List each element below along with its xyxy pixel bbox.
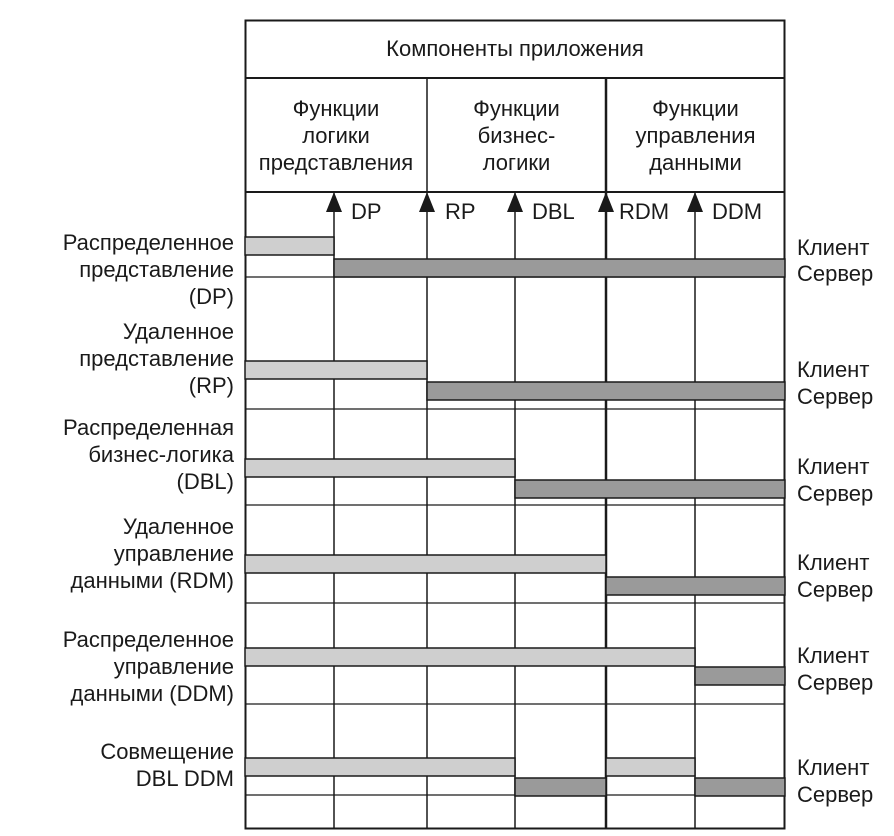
client-label: Клиент bbox=[797, 550, 870, 575]
client-label: Клиент bbox=[797, 643, 870, 668]
server-label: Сервер bbox=[797, 261, 874, 286]
row-label-line: Распределенная bbox=[63, 415, 234, 440]
column-header-line: представления bbox=[258, 150, 414, 175]
row-label-line: данными (DDM) bbox=[70, 681, 234, 706]
client-bar bbox=[245, 361, 427, 379]
row-label-line: Распределенное bbox=[62, 230, 234, 255]
row-label-line: Удаленное bbox=[122, 514, 234, 539]
row-label-combined bbox=[100, 738, 234, 792]
column-header-line: Функции bbox=[473, 96, 560, 121]
row-label-line: Совмещение bbox=[100, 739, 234, 764]
client-bar bbox=[245, 648, 695, 666]
marker-rdm: RDM bbox=[619, 199, 670, 224]
client-bar bbox=[606, 758, 695, 776]
client-label: Клиент bbox=[797, 454, 870, 479]
server-bar bbox=[606, 577, 785, 595]
row-label-line: Удаленное bbox=[122, 319, 234, 344]
row-label-line: представление bbox=[79, 257, 234, 282]
marker-dbl: DBL bbox=[532, 199, 575, 224]
column-header-line: управления bbox=[635, 123, 756, 148]
up-arrow-icon bbox=[687, 192, 703, 212]
server-label: Сервер bbox=[797, 670, 874, 695]
server-label: Сервер bbox=[797, 481, 874, 506]
client-label: Клиент bbox=[797, 755, 870, 780]
row-label-line: бизнес-логика bbox=[88, 442, 234, 467]
client-label: Клиент bbox=[797, 357, 870, 382]
row-label-line: представление bbox=[79, 346, 234, 371]
column-header-line: бизнес- bbox=[477, 123, 556, 148]
row-label-line: данными (RDM) bbox=[70, 568, 234, 593]
up-arrow-icon bbox=[507, 192, 523, 212]
row-label-line: управление bbox=[113, 654, 234, 679]
column-header-line: Функции bbox=[292, 96, 380, 121]
up-arrow-icon bbox=[326, 192, 342, 212]
up-arrow-icon bbox=[419, 192, 435, 212]
column-header-line: логики bbox=[482, 150, 551, 175]
server-label: Сервер bbox=[797, 384, 874, 409]
client-bar bbox=[245, 459, 515, 477]
server-bar bbox=[695, 667, 785, 685]
marker-rp: RP bbox=[445, 199, 476, 224]
server-bar bbox=[515, 778, 606, 796]
client-bar bbox=[245, 555, 606, 573]
column-header-data-management bbox=[606, 95, 785, 176]
row-label-line: Распределенное bbox=[62, 627, 234, 652]
row-label-dp bbox=[63, 229, 234, 310]
server-bar bbox=[695, 778, 785, 796]
column-header-line: логики bbox=[302, 123, 370, 148]
client-bar bbox=[245, 758, 515, 776]
server-label: Сервер bbox=[797, 577, 874, 602]
marker-ddm: DDM bbox=[712, 199, 763, 224]
server-label: Сервер bbox=[797, 782, 874, 807]
server-bar bbox=[515, 480, 785, 498]
row-label-rp bbox=[79, 318, 234, 399]
row-label-ddm bbox=[63, 626, 234, 707]
header-title: Компоненты приложения bbox=[386, 36, 644, 61]
server-bar bbox=[334, 259, 785, 277]
row-label-line: управление bbox=[113, 541, 234, 566]
client-label: Клиент bbox=[797, 235, 870, 260]
marker-dp: DP bbox=[351, 199, 382, 224]
row-label-line: (DBL) bbox=[176, 469, 234, 494]
row-label-line: (RP) bbox=[188, 373, 234, 398]
row-label-line: (DP) bbox=[188, 284, 234, 309]
column-header-line: данными bbox=[649, 150, 742, 175]
row-label-dbl bbox=[63, 414, 234, 495]
column-header-business-logic bbox=[427, 95, 606, 176]
server-bar bbox=[427, 382, 785, 400]
column-header-presentation bbox=[245, 95, 427, 176]
column-header-line: Функции bbox=[652, 96, 739, 121]
up-arrow-icon bbox=[598, 192, 614, 212]
row-label-line: DBL DDM bbox=[135, 766, 234, 791]
client-bar bbox=[245, 237, 334, 255]
row-label-rdm bbox=[71, 513, 234, 594]
